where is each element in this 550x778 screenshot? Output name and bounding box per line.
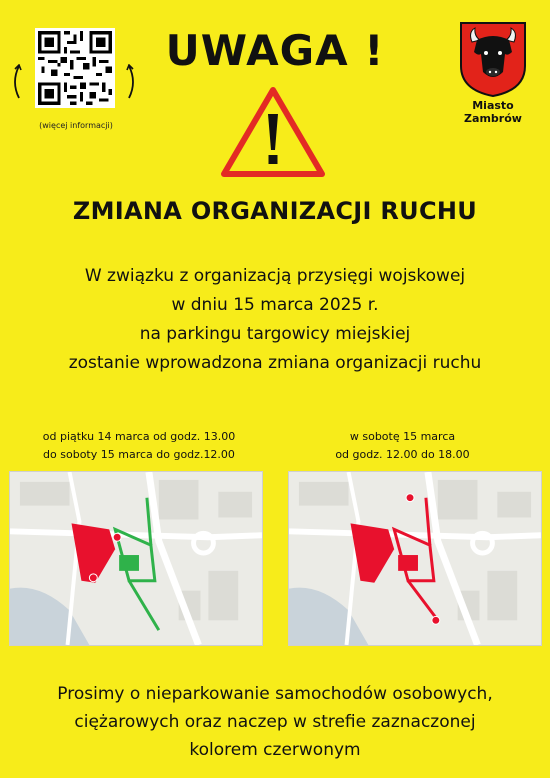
intro-line: W związku z organizacją przysięgi wojskowej [84,266,466,286]
caption-line: w sobotę 15 marca [349,430,456,443]
footer-line: ciężarowych oraz naczep w strefie zaznaczonej [74,712,476,732]
qr-caption: (więcej informacji) [39,121,113,130]
crest-label [444,99,542,125]
footer-line: Prosimy o nieparkowanie samochodów osobowych, [57,684,493,704]
warning-triangle-icon [218,84,328,182]
curved-arrow-icon [126,64,138,100]
map-left-caption [8,428,270,464]
bison-coat-of-arms-icon [458,20,528,98]
crest-label-line: Zambrów [464,112,522,125]
intro-text [20,262,530,378]
caption-line: do soboty 15 marca do godz.12.00 [43,448,235,461]
crest-label-line: Miasto [472,99,514,112]
intro-line: na parkingu targowicy miejskiej [139,324,411,344]
caption-line: od piątku 14 marca od godz. 13.00 [42,430,236,443]
curved-arrow-icon [10,64,22,100]
intro-line: zostanie wprowadzona zmiana organizacji ruchu [68,353,482,373]
footer-line: kolorem czerwonym [189,740,361,760]
caption-line: od godz. 12.00 do 18.00 [335,448,470,461]
subtitle: ZMIANA ORGANIZACJI RUCHU [72,197,478,225]
intro-line: w dniu 15 marca 2025 r. [171,295,379,315]
map-saturday [288,471,542,646]
map-right-caption [290,428,515,464]
map-friday [9,471,263,646]
footer-text [10,680,540,764]
page-title: UWAGA ! [165,26,385,75]
qr-code-icon[interactable] [35,28,115,108]
